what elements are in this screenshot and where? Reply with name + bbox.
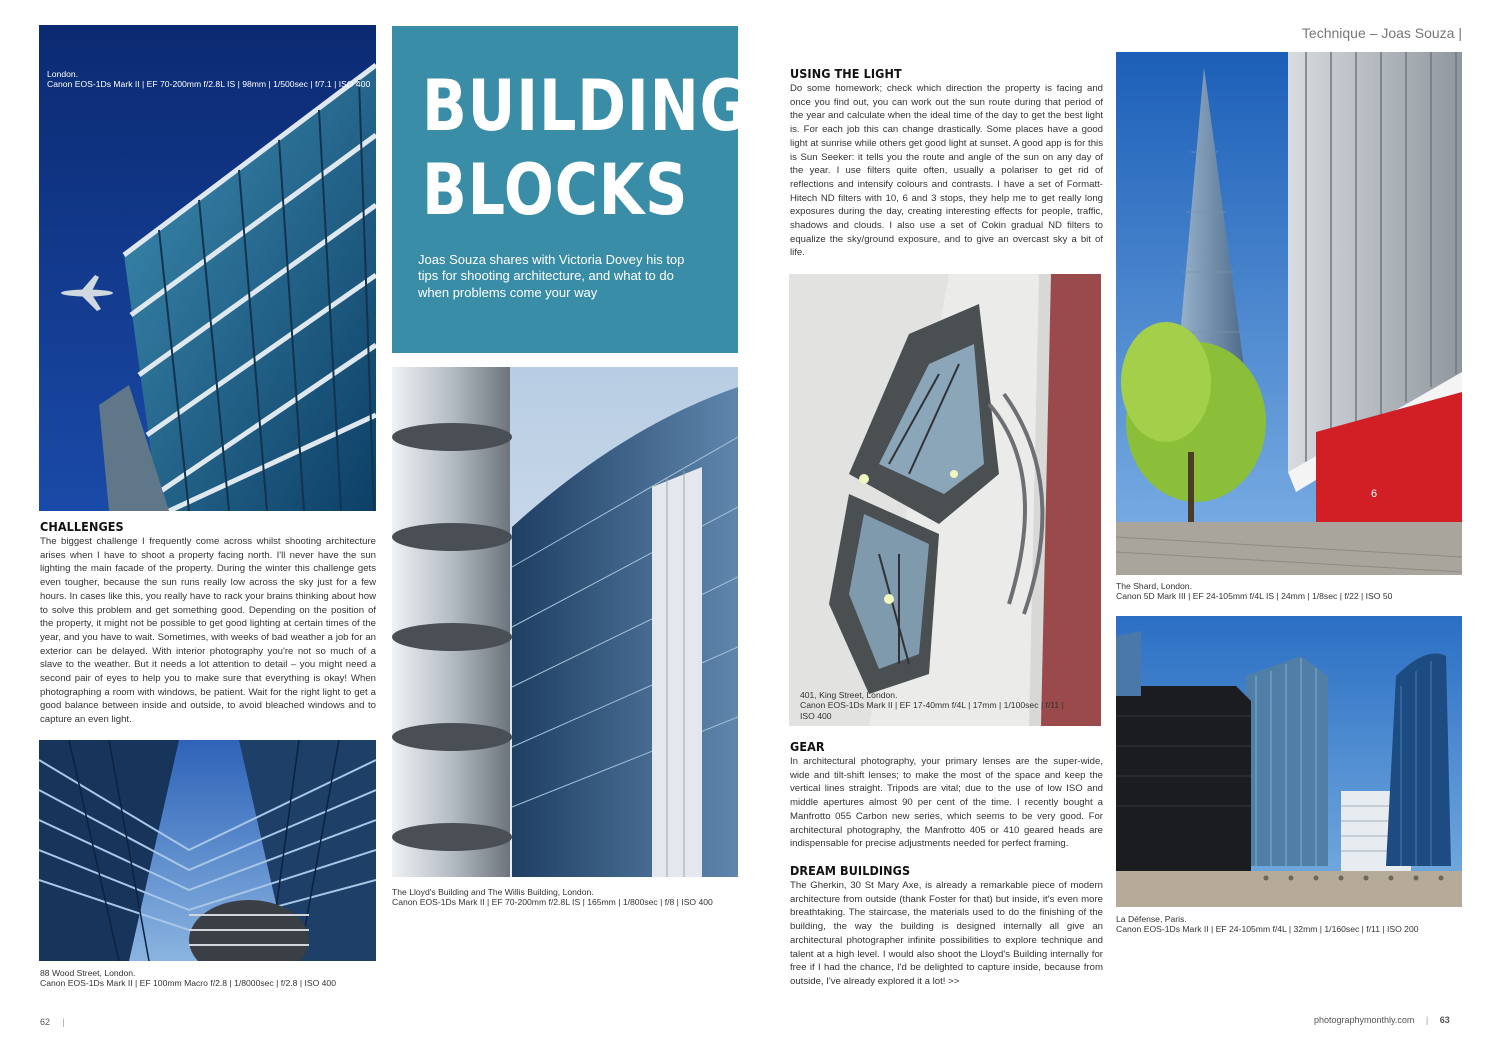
heading-using-the-light: USING THE LIGHT (790, 66, 902, 81)
caption-shard-specs: Canon 5D Mark III | EF 24-105mm f/4L IS | 24mm | 1/8sec | f/22 | ISO 50 (1116, 591, 1393, 602)
heading-dream-buildings: DREAM BUILDINGS (790, 863, 911, 878)
running-head: Technique – Joas Souza | (1301, 25, 1462, 41)
caption-shard-place: The Shard, London. (1116, 581, 1192, 591)
caption-london (47, 69, 370, 90)
svg-text:6: 6 (1371, 488, 1378, 500)
caption-lloyds-specs: Canon EOS-1Ds Mark II | EF 70-200mm f/2.8L IS | 165mm | 1/800sec | f/8 | ISO 400 (392, 897, 713, 908)
caption-defense (1116, 914, 1419, 935)
standfirst: Joas Souza shares with Victoria Dovey his top tips for shooting architecture, and what to do when problems come your way (418, 252, 685, 300)
caption-wood-specs: Canon EOS-1Ds Mark II | EF 100mm Macro f/2.8 | 1/8000sec | f/2.8 | ISO 400 (40, 978, 336, 989)
photo-wood-street (39, 740, 376, 961)
caption-defense-place: La Défense, Paris. (1116, 914, 1187, 924)
caption-wood-place: 88 Wood Street, London. (40, 968, 136, 978)
caption-king-place: 401, King Street, London. (800, 690, 898, 700)
caption-london-place: London. (47, 69, 79, 79)
body-challenges: The biggest challenge I frequently come across whilst shooting architecture arises when I have to shoot a property facing north. I'll never have the sun lighting the main facade of the property. During the winter this challenge gets even tougher, because the sun runs really low across the sky just for a few hours. In cases like this, you really have to rack your brains thinking about how to solve this problem and get something good. Depending on the position of the property, it might not be possible to get good lighting at certain times of the year, and you have to wait. Sometimes, with weeks of bad weather a job for an exterior can be delayed. With interior photography you're not so much of a slave to the weather. But it needs a lot attention to detail – you might need a second pair of eyes to help you to make sure that everything is okay! When photographing a room with windows, be patient. Wait for the right light to get a good balance between inside and outside, to avoid bleached windows and to capture an even light. (40, 536, 376, 726)
caption-shard (1116, 581, 1392, 602)
caption-lloyds-place: The Lloyd's Building and The Willis Building, London. (392, 887, 594, 897)
folio-url: photographymonthly.com (1314, 1015, 1415, 1025)
page-number-left: 62 (40, 1017, 51, 1027)
caption-defense-specs: Canon EOS-1Ds Mark II | EF 24-105mm f/4L | 32mm | 1/160sec | f/11 | ISO 200 (1116, 924, 1419, 935)
body-using-the-light: Do some homework; check which direction the property is facing and once you find out, you can work out the sun route during that period of the year and calculate when the ideal time of the day to get the best light is. For each job this can change drastically. Some places have a good light at sunrise while others get good light at sunset. A good app is for this is Sun Seeker: it tells you the route and angle of the sun on any day of the year. I use filters quite often, usually a polariser to get rid of reflections and intensify colours and contrasts. I have a set of Formatt-Hitech ND filters with 10, 6 and 3 stops, they help me to get really long exposures during the day, creating interesting effects for people, traffic, shadows and clouds. I also use a set of Cokin gradual ND filters to equalize the sky/ground exposure, and to give an overcast sky a bit of life. (790, 83, 1103, 259)
caption-king-iso: ISO 400 (800, 710, 832, 721)
photo-lloyds-willis (392, 367, 738, 877)
article-title (422, 64, 749, 232)
caption-king-specs: Canon EOS-1Ds Mark II | EF 17-40mm f/4L | 17mm | 1/100sec | f/11 | (800, 700, 1064, 711)
caption-king (800, 690, 1064, 721)
body-gear: In architectural photography, your primary lenses are the super-wide, wide and tilt-shift lenses; to make the most of the space and keep the vertical lines straight. Tripods are vital; due to the use of low ISO and middle apertures almost 90 per cent of the time. I recently bought a Manfrotto 055 Carbon new series, which seems to be very good. For architectural photography, the Manfrotto 405 or 410 geared heads are indispensable for precise adjustments needed for perfect framing. (790, 756, 1103, 850)
caption-wood (40, 968, 336, 989)
photo-the-shard (1116, 52, 1462, 575)
folio-left: 62 | (40, 1017, 65, 1027)
photo-london-glass-building (39, 25, 376, 511)
heading-challenges: CHALLENGES (40, 519, 124, 534)
title-line-2: BLOCKS (422, 149, 689, 231)
folio-right: photographymonthly.com | 63 (1314, 1015, 1450, 1025)
caption-london-specs: Canon EOS-1Ds Mark II | EF 70-200mm f/2.8L IS | 98mm | 1/500sec | f/7.1 | ISO 400 (47, 79, 371, 90)
body-dream-buildings: The Gherkin, 30 St Mary Axe, is already a remarkable piece of modern architecture from outside (thank Foster for that) but inside, it's even more breathtaking. The staircase, the materials used to do the finishing of the building, the way the building is designed internally all give an architectural photographer infinite possibilities to explore technique and talent at a high level. I would also shoot the Lloyd's Building internally for free if I had the chance, I'd be delighted to capture inside, because from outside, I've already explored it a lot! >> (790, 880, 1103, 987)
title-box (392, 26, 749, 353)
photo-king-street-interior (789, 274, 1101, 726)
caption-lloyds (392, 887, 713, 908)
heading-gear: GEAR (790, 739, 825, 754)
page-number-right: 63 (1439, 1015, 1450, 1025)
photo-la-defense (1116, 616, 1462, 907)
title-line-1: BUILDING (422, 65, 749, 147)
